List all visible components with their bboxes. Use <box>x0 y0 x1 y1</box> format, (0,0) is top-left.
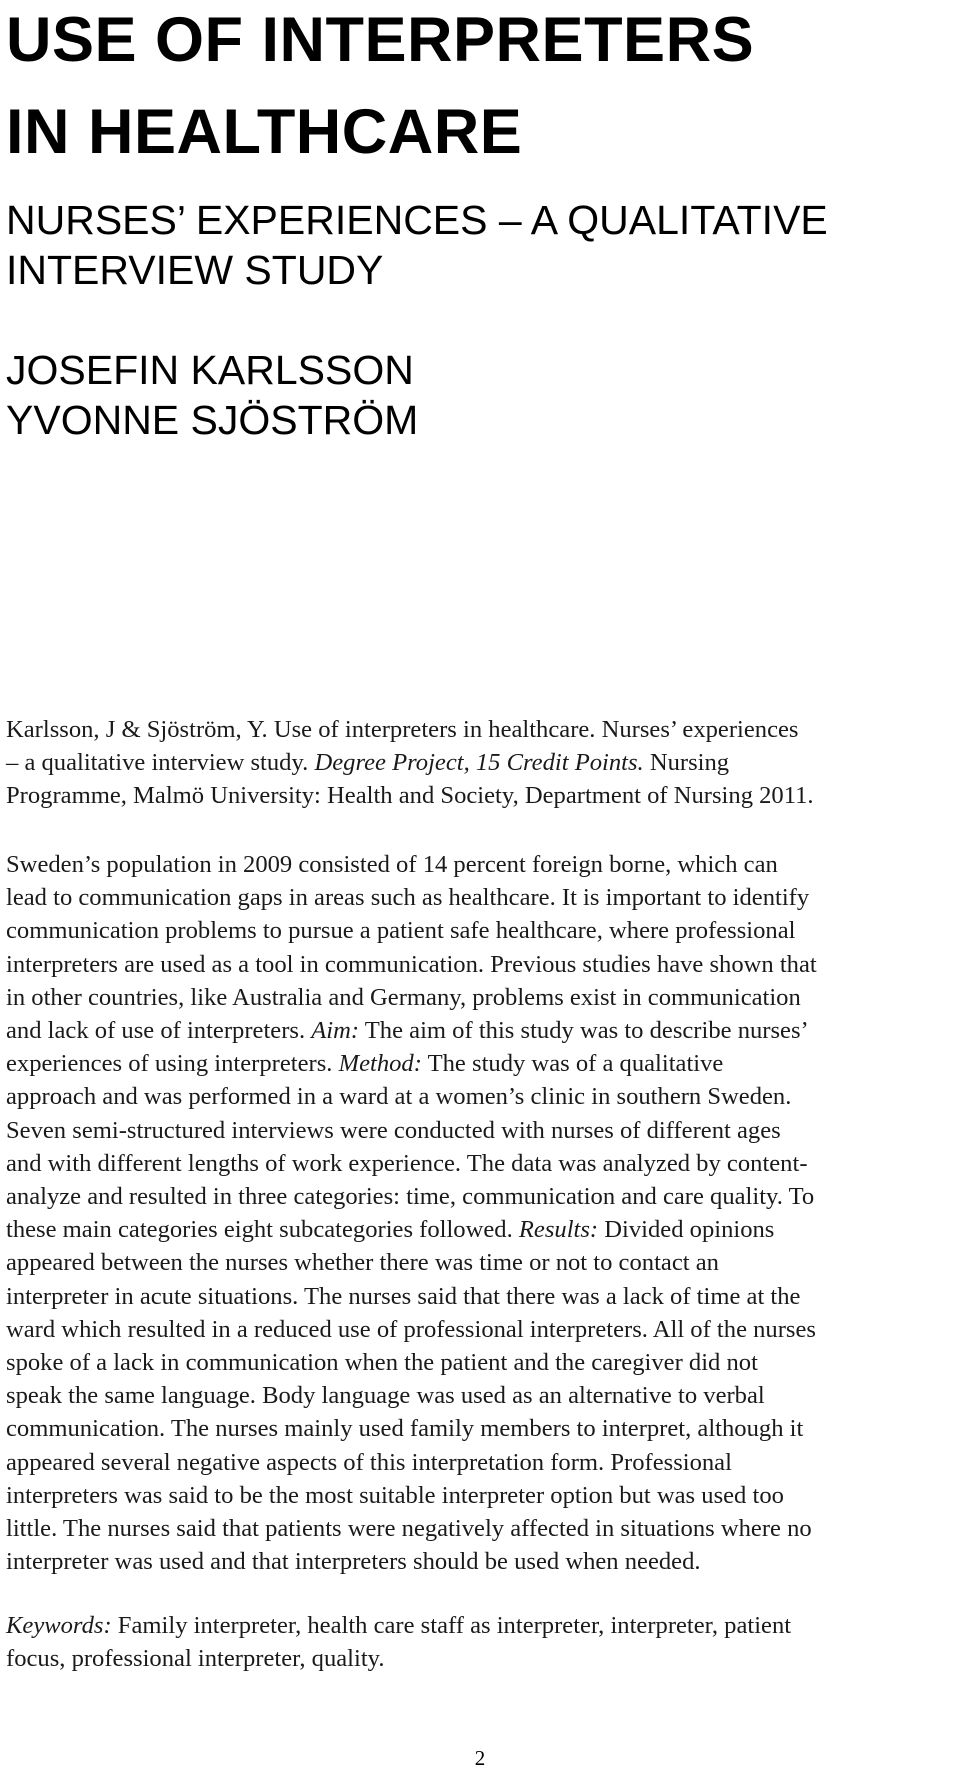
keywords-line: focus, professional interpreter, quality. <box>6 1645 385 1673</box>
citation-text: Nursing <box>643 749 730 777</box>
author-name: YVONNE SJÖSTRÖM <box>6 397 419 443</box>
abstract-line: interpreters was said to be the most suitable interpreter option but was used too <box>6 1481 784 1509</box>
title-line: USE OF INTERPRETERS <box>6 5 755 75</box>
keywords-text: Family interpreter, health care staff as interpreter, interpreter, patient <box>111 1612 792 1639</box>
abstract-text: Divided opinions <box>598 1216 775 1244</box>
degree-project-label: Degree Project, 15 Credit Points. <box>314 749 644 777</box>
method-label: Method: <box>338 1050 422 1078</box>
abstract-line: approach and was performed in a ward at a women’s clinic in southern Sweden. <box>6 1083 792 1111</box>
keywords-line <box>6 1609 954 1642</box>
abstract-line: spoke of a lack in communication when the patient and the caregiver did not <box>6 1349 758 1377</box>
citation-line: Programme, Malmö University: Health and Society, Department of Nursing 2011. <box>6 782 814 810</box>
abstract-line: appeared several negative aspects of this interpretation form. Professional <box>6 1448 732 1476</box>
author-list <box>6 345 946 445</box>
abstract-text: The study was of a qualitative <box>421 1050 724 1078</box>
abstract-paragraph <box>6 848 954 1578</box>
abstract-line: interpreter in acute situations. The nurses said that there was a lack of time at the <box>6 1282 801 1310</box>
aim-label: Aim: <box>311 1017 360 1045</box>
abstract-line: Sweden’s population in 2009 consisted of 14 percent foreign borne, which can <box>6 851 778 878</box>
abstract-line: interpreters are used as a tool in communication. Previous studies have shown that <box>6 950 817 978</box>
abstract-line: lead to communication gaps in areas such as healthcare. It is important to identify <box>6 884 810 912</box>
document-title <box>6 0 946 178</box>
abstract-line: Seven semi-structured interviews were conducted with nurses of different ages <box>6 1116 781 1144</box>
subtitle-line: INTERVIEW STUDY <box>6 247 384 293</box>
abstract-text: these main categories eight subcategories followed. <box>6 1216 519 1244</box>
abstract-line: interpreter was used and that interpreters should be used when needed. <box>6 1548 701 1576</box>
citation-line: Karlsson, J & Sjöström, Y. Use of interpreters in healthcare. Nurses’ experiences <box>6 716 799 743</box>
page-number: 2 <box>474 1746 486 1770</box>
abstract-line <box>6 1213 954 1246</box>
citation-text: – a qualitative interview study. <box>6 749 315 777</box>
citation-line <box>6 746 954 779</box>
abstract-text: experiences of using interpreters. <box>6 1050 339 1078</box>
results-label: Results: <box>518 1216 599 1244</box>
citation-paragraph <box>6 713 954 813</box>
abstract-line: analyze and resulted in three categories: time, communication and care quality. To <box>6 1183 815 1211</box>
document-subtitle <box>6 195 946 295</box>
abstract-line <box>6 1014 954 1047</box>
abstract-line <box>6 1047 954 1080</box>
abstract-text: The aim of this study was to describe nurses’ <box>359 1017 809 1045</box>
abstract-line: speak the same language. Body language was used as an alternative to verbal <box>6 1382 765 1410</box>
abstract-line: in other countries, like Australia and Germany, problems exist in communication <box>6 983 801 1011</box>
abstract-line: little. The nurses said that patients were negatively affected in situations where no <box>6 1515 812 1543</box>
abstract-line: communication. The nurses mainly used family members to interpret, although it <box>6 1415 804 1443</box>
author-name: JOSEFIN KARLSSON <box>6 347 414 393</box>
abstract-line: ward which resulted in a reduced use of professional interpreters. All of the nurses <box>6 1315 816 1343</box>
subtitle-line: NURSES’ EXPERIENCES – A QUALITATIVE <box>6 197 828 243</box>
keywords-paragraph <box>6 1609 954 1675</box>
abstract-line: appeared between the nurses whether there was time or not to contact an <box>6 1249 719 1277</box>
title-line: IN HEALTHCARE <box>6 97 523 167</box>
abstract-line: and with different lengths of work experience. The data was analyzed by content- <box>6 1149 808 1177</box>
abstract-text: and lack of use of interpreters. <box>6 1017 312 1045</box>
abstract-line: communication problems to pursue a patient safe healthcare, where professional <box>6 917 796 945</box>
keywords-label: Keywords: <box>6 1612 112 1639</box>
